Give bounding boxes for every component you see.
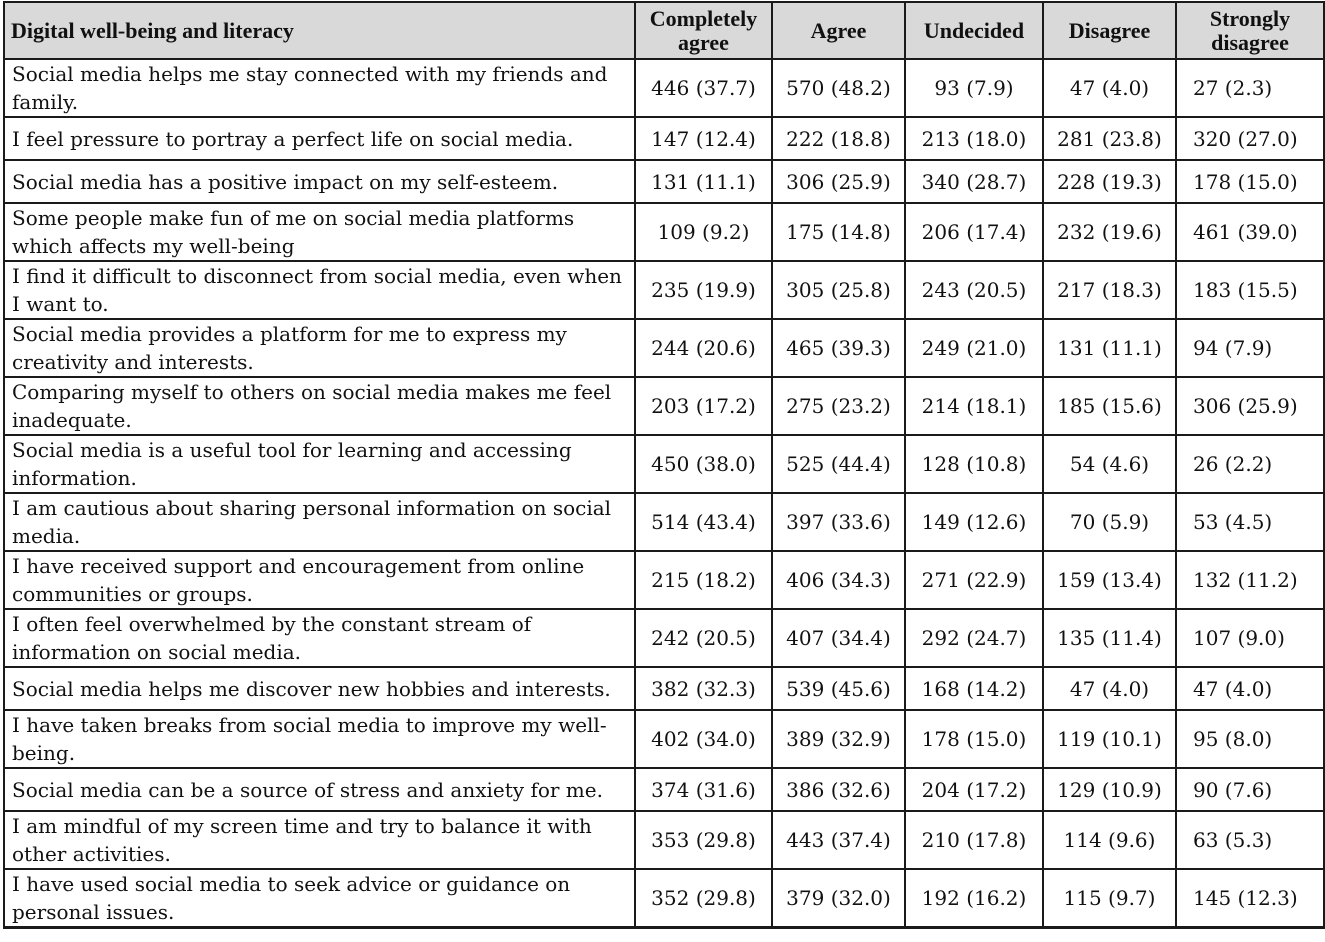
row-value-cell: 147 (12.4) (635, 117, 772, 160)
row-value-cell: 145 (12.3) (1176, 869, 1324, 928)
row-value-cell: 178 (15.0) (905, 710, 1043, 768)
row-value-cell: 135 (11.4) (1043, 609, 1176, 667)
row-value-cell: 397 (33.6) (772, 493, 905, 551)
row-value-cell: 168 (14.2) (905, 667, 1043, 710)
table-row (4, 493, 1324, 551)
row-value-cell: 204 (17.2) (905, 768, 1043, 811)
row-value-cell: 93 (7.9) (905, 59, 1043, 117)
row-value-cell: 63 (5.3) (1176, 811, 1324, 869)
table-row (4, 117, 1324, 160)
table-row (4, 435, 1324, 493)
row-statement: I find it difficult to disconnect from social media, even when I want to. (4, 261, 635, 319)
row-value-cell: 446 (37.7) (635, 59, 772, 117)
header-undecided: Undecided (905, 2, 1043, 59)
row-value-cell: 192 (16.2) (905, 869, 1043, 928)
likert-results-table (3, 1, 1325, 929)
row-value-cell: 379 (32.0) (772, 869, 905, 928)
table-row (4, 377, 1324, 435)
row-value-cell: 47 (4.0) (1043, 667, 1176, 710)
row-value-cell: 514 (43.4) (635, 493, 772, 551)
row-value-cell: 95 (8.0) (1176, 710, 1324, 768)
row-value-cell: 374 (31.6) (635, 768, 772, 811)
row-statement: Social media has a positive impact on my self-esteem. (4, 160, 635, 203)
row-statement: Social media can be a source of stress and anxiety for me. (4, 768, 635, 811)
row-value-cell: 222 (18.8) (772, 117, 905, 160)
row-value-cell: 461 (39.0) (1176, 203, 1324, 261)
row-value-cell: 119 (10.1) (1043, 710, 1176, 768)
row-value-cell: 90 (7.6) (1176, 768, 1324, 811)
row-value-cell: 386 (32.6) (772, 768, 905, 811)
table-row (4, 261, 1324, 319)
row-value-cell: 131 (11.1) (635, 160, 772, 203)
table-row (4, 203, 1324, 261)
row-value-cell: 320 (27.0) (1176, 117, 1324, 160)
row-value-cell: 107 (9.0) (1176, 609, 1324, 667)
row-value-cell: 27 (2.3) (1176, 59, 1324, 117)
table-row (4, 869, 1324, 928)
row-value-cell: 94 (7.9) (1176, 319, 1324, 377)
row-value-cell: 539 (45.6) (772, 667, 905, 710)
table-row (4, 59, 1324, 117)
row-value-cell: 203 (17.2) (635, 377, 772, 435)
row-statement: Some people make fun of me on social media platforms which affects my well-being (4, 203, 635, 261)
row-value-cell: 70 (5.9) (1043, 493, 1176, 551)
row-value-cell: 228 (19.3) (1043, 160, 1176, 203)
row-value-cell: 249 (21.0) (905, 319, 1043, 377)
row-value-cell: 132 (11.2) (1176, 551, 1324, 609)
header-row (4, 2, 1324, 59)
row-value-cell: 129 (10.9) (1043, 768, 1176, 811)
row-value-cell: 131 (11.1) (1043, 319, 1176, 377)
header-completely-agree-label: Completely agree (649, 5, 758, 55)
row-value-cell: 242 (20.5) (635, 609, 772, 667)
row-value-cell: 443 (37.4) (772, 811, 905, 869)
row-value-cell: 281 (23.8) (1043, 117, 1176, 160)
row-value-cell: 115 (9.7) (1043, 869, 1176, 928)
row-statement: Social media provides a platform for me to express my creativity and interests. (4, 319, 635, 377)
row-value-cell: 178 (15.0) (1176, 160, 1324, 203)
header-strongly-disagree-label: Strongly disagree (1209, 5, 1291, 55)
row-value-cell: 525 (44.4) (772, 435, 905, 493)
table-row (4, 667, 1324, 710)
row-statement: I have taken breaks from social media to improve my well-being. (4, 710, 635, 768)
row-value-cell: 353 (29.8) (635, 811, 772, 869)
results-table-container (3, 1, 1323, 929)
header-item: Digital well-being and literacy (4, 2, 635, 59)
row-value-cell: 47 (4.0) (1176, 667, 1324, 710)
row-value-cell: 407 (34.4) (772, 609, 905, 667)
row-value-cell: 185 (15.6) (1043, 377, 1176, 435)
row-value-cell: 450 (38.0) (635, 435, 772, 493)
header-agree: Agree (772, 2, 905, 59)
row-value-cell: 570 (48.2) (772, 59, 905, 117)
row-value-cell: 244 (20.6) (635, 319, 772, 377)
row-value-cell: 214 (18.1) (905, 377, 1043, 435)
row-value-cell: 306 (25.9) (772, 160, 905, 203)
row-value-cell: 340 (28.7) (905, 160, 1043, 203)
table-row (4, 811, 1324, 869)
row-statement: I feel pressure to portray a perfect life on social media. (4, 117, 635, 160)
table-row (4, 609, 1324, 667)
row-statement: Comparing myself to others on social media makes me feel inadequate. (4, 377, 635, 435)
row-statement: I have received support and encouragement from online communities or groups. (4, 551, 635, 609)
row-value-cell: 243 (20.5) (905, 261, 1043, 319)
row-value-cell: 235 (19.9) (635, 261, 772, 319)
table-row (4, 160, 1324, 203)
row-value-cell: 183 (15.5) (1176, 261, 1324, 319)
row-value-cell: 206 (17.4) (905, 203, 1043, 261)
row-value-cell: 402 (34.0) (635, 710, 772, 768)
table-row (4, 319, 1324, 377)
row-value-cell: 275 (23.2) (772, 377, 905, 435)
row-value-cell: 306 (25.9) (1176, 377, 1324, 435)
row-value-cell: 271 (22.9) (905, 551, 1043, 609)
row-value-cell: 232 (19.6) (1043, 203, 1176, 261)
row-statement: I am cautious about sharing personal information on social media. (4, 493, 635, 551)
row-value-cell: 406 (34.3) (772, 551, 905, 609)
row-value-cell: 352 (29.8) (635, 869, 772, 928)
row-statement: Social media is a useful tool for learning and accessing information. (4, 435, 635, 493)
row-statement: Social media helps me discover new hobbies and interests. (4, 667, 635, 710)
row-value-cell: 305 (25.8) (772, 261, 905, 319)
table-row (4, 551, 1324, 609)
row-value-cell: 128 (10.8) (905, 435, 1043, 493)
row-value-cell: 210 (17.8) (905, 811, 1043, 869)
row-statement: I have used social media to seek advice or guidance on personal issues. (4, 869, 635, 928)
row-value-cell: 215 (18.2) (635, 551, 772, 609)
row-value-cell: 382 (32.3) (635, 667, 772, 710)
row-value-cell: 389 (32.9) (772, 710, 905, 768)
row-value-cell: 114 (9.6) (1043, 811, 1176, 869)
row-value-cell: 53 (4.5) (1176, 493, 1324, 551)
row-statement: Social media helps me stay connected with my friends and family. (4, 59, 635, 117)
row-value-cell: 217 (18.3) (1043, 261, 1176, 319)
row-value-cell: 465 (39.3) (772, 319, 905, 377)
row-value-cell: 54 (4.6) (1043, 435, 1176, 493)
header-strongly-disagree (1176, 2, 1324, 59)
row-value-cell: 292 (24.7) (905, 609, 1043, 667)
row-value-cell: 26 (2.2) (1176, 435, 1324, 493)
row-value-cell: 149 (12.6) (905, 493, 1043, 551)
row-value-cell: 159 (13.4) (1043, 551, 1176, 609)
header-disagree: Disagree (1043, 2, 1176, 59)
table-row (4, 710, 1324, 768)
row-value-cell: 213 (18.0) (905, 117, 1043, 160)
row-statement: I often feel overwhelmed by the constant stream of information on social media. (4, 609, 635, 667)
header-completely-agree (635, 2, 772, 59)
row-statement: I am mindful of my screen time and try to balance it with other activities. (4, 811, 635, 869)
row-value-cell: 109 (9.2) (635, 203, 772, 261)
table-row (4, 768, 1324, 811)
row-value-cell: 175 (14.8) (772, 203, 905, 261)
row-value-cell: 47 (4.0) (1043, 59, 1176, 117)
